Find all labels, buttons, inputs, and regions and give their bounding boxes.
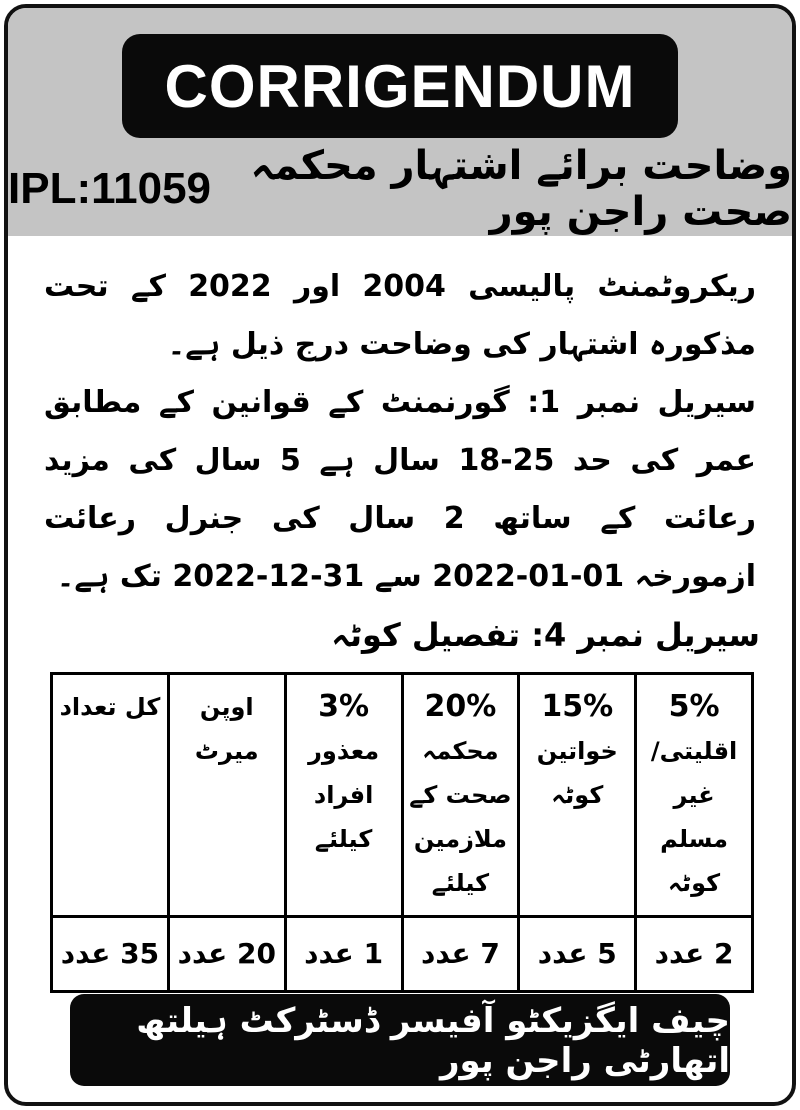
quota-cell-minority: [636, 674, 753, 917]
quota-cell-women: [519, 674, 636, 917]
quota-label: کل تعداد: [59, 693, 161, 721]
quota-count: 1 عدد: [285, 917, 402, 992]
quota-cell-open-merit: [168, 674, 285, 917]
ipl-number: IPL:11059: [8, 164, 212, 213]
page-title: CORRIGENDUM: [164, 52, 636, 120]
paragraph-serial-1: سیریل نمبر 1: گورنمنٹ کے قوانین کے مطابق عمر کی حد 25-18 سال ہے 5 سال کی مزید رعائت کے ساتھ 2 سال کی جنرل رعائت ازمورخہ 01-01-2022 سے 31-12-2022 تک ہے۔: [44, 385, 757, 594]
quota-count: 2 عدد: [636, 917, 753, 992]
quota-count: 35 عدد: [52, 917, 169, 992]
subtitle-row: [8, 143, 792, 235]
quota-heading: سیریل نمبر 4: تفصیل کوٹہ: [331, 616, 760, 654]
quota-percent: 5%: [668, 689, 720, 724]
notice-body: [44, 258, 756, 606]
quota-label: اقلیتی/غیر مسلم کوٹہ: [650, 737, 738, 897]
quota-percent: 20%: [424, 689, 497, 724]
quota-percent: 3%: [318, 689, 370, 724]
table-row: [52, 674, 753, 917]
quota-count: 20 عدد: [168, 917, 285, 992]
quota-label: خواتین کوٹہ: [536, 737, 618, 809]
quota-table: [50, 672, 754, 993]
quota-cell-total: [52, 674, 169, 917]
quota-count: 5 عدد: [519, 917, 636, 992]
quota-cell-disabled: [285, 674, 402, 917]
advertisement-frame: [4, 4, 796, 1106]
quota-cell-department: [402, 674, 519, 917]
quota-percent: 15%: [541, 689, 614, 724]
paragraph-policy: ریکروٹمنٹ پالیسی 2004 اور 2022 کے تحت مذکورہ اشتہار کی وضاحت درج ذیل ہے۔: [44, 269, 757, 362]
title-banner: [122, 34, 678, 138]
footer-banner: [70, 994, 730, 1086]
issuing-authority: چیف ایگزیکٹو آفیسر ڈسٹرکٹ ہیلتھ اتھارٹی راجن پور: [136, 1000, 730, 1081]
quota-count: 7 عدد: [402, 917, 519, 992]
subtitle: وضاحت برائے اشتہار محکمہ صحت راجن پور: [250, 143, 792, 235]
quota-label: محکمہ صحت کے ملازمین کیلئے: [409, 737, 512, 897]
table-row: [52, 917, 753, 992]
quota-label: اوپن میرٹ: [194, 693, 259, 765]
quota-label: معذور افراد کیلئے: [308, 737, 380, 853]
